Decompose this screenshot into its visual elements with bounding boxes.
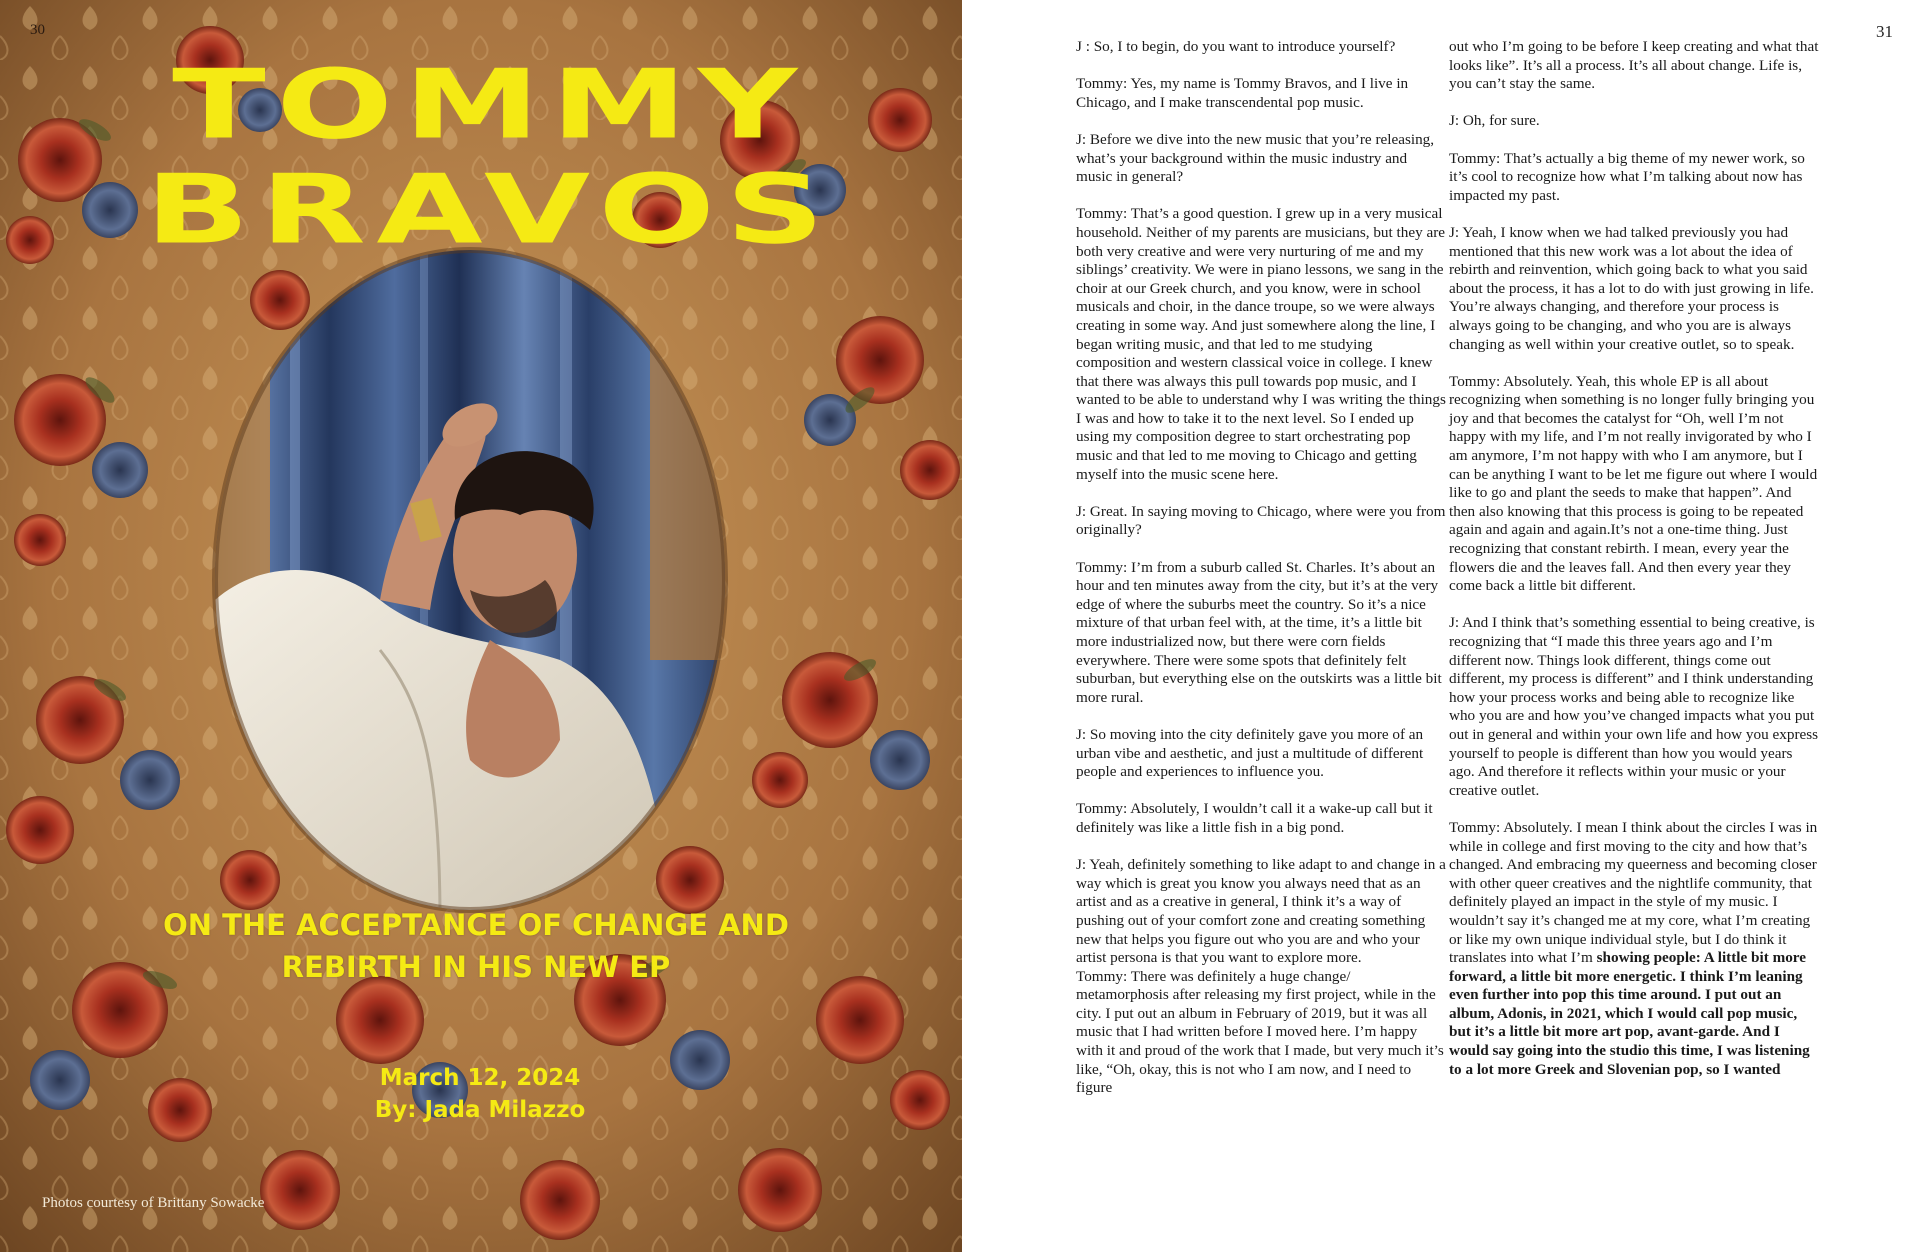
interview-paragraph-final: [1449, 819, 1819, 1079]
interview-paragraph: Tommy: Absolutely. Yeah, this whole EP is all about recognizing when something is no longer fully bringing you joy and that becomes the catalyst for “Oh, well I’m not happy with my life, and I’m not really invigorated by who I am anymore, I’m not happy with who I am anymore, but I can be anything I want to be let me figure out where I would like to go and plant the seeds to make that happen”. And then also knowing that this process is going to be repeated again and again and again.It’s not a one-time thing. Just recognizing that constant rebirth. I mean, every year the flowers die and the leaves fall. And then every year they come back a little bit different.: [1449, 372, 1818, 595]
page-number-right: 31: [1876, 22, 1893, 41]
interview-paragraph: Tommy: There was definitely a huge change/ metamorphosis after releasing my first project, while in the city. I put out an album in February of 2019, but it was all music that I had written before I moved here. I’m happy with it and proud of the work that I made, but very much it’s like, “Oh, okay, this is not who I am now, and I need to figure: [1076, 967, 1444, 1097]
interview-paragraph: J: Before we dive into the new music that you’re releasing, what’s your background within the music industry and music in general?: [1076, 130, 1435, 186]
final-paragraph-bold: showing people: A little bit more forward, a little bit more energetic. I think I’m leaning even further into pop this time around. I put out an album, Adonis, in 2021, which I would call pop music, but it’s a little bit more art pop, avant-garde. And I would say going into the studio this time, I was listening to a lot more Greek and Slovenian pop, so I wanted: [1449, 949, 1810, 1078]
interview-paragraph: J: Great. In saying moving to Chicago, where were you from originally?: [1076, 502, 1446, 539]
article-title: [0, 48, 962, 266]
article-subtitle: ON THE ACCEPTANCE OF CHANGE AND REBIRTH IN HIS NEW EP: [163, 908, 789, 984]
interview-paragraph: Tommy: Absolutely, I wouldn’t call it a wake-up call but it definitely was like a little fish in a big pond.: [1076, 800, 1433, 836]
title-line-last-name: BRAVOS: [144, 153, 836, 266]
interview-paragraph: J: Yeah, definitely something to like adapt to and change in a way which is great you know you always need that as an artist and as a creative in general, I think it’s a way of pushing out of your comfort zone and creating something new that helps you figure out who you are and who your artist persona is that you want to explore more.: [1076, 856, 1446, 967]
dateline: [260, 1062, 700, 1126]
interview-paragraph: J: Oh, for sure.: [1449, 112, 1540, 130]
title-line-first-name: TOMMY: [172, 48, 808, 161]
interview-paragraph: Tommy: I’m from a suburb called St. Charles. It’s about an hour and ten minutes away from the city, but it’s at the very edge of where the suburbs meet the country. So it’s a nice mixture of that urban feel with, at the time, it’s a little bit more industrialized now, but there were corn fields everywhere. There were some spots that definitely felt suburban, but everything else on the outskirts was a little bit more rural.: [1076, 558, 1442, 706]
photo-credit: Photos courtesy of Brittany Sowacke: [42, 1195, 265, 1211]
right-page: [962, 0, 1920, 1252]
interview-paragraph: J : So, I to begin, do you want to introduce yourself?: [1076, 38, 1396, 55]
interview-column-1: [1076, 38, 1446, 1116]
interview-paragraph: out who I’m going to be before I keep creating and what that looks like”. It’s all a process. It’s all about change. Life is, you can’t stay the same.: [1449, 38, 1819, 93]
interview-paragraph: Tommy: Yes, my name is Tommy Bravos, and I live in Chicago, and I make transcendental pop music.: [1076, 75, 1409, 111]
interview-paragraph: J: So moving into the city definitely gave you more of an urban vibe and aesthetic, and just a multitude of different people and experiences to influence you.: [1076, 725, 1424, 781]
byline: By: Jada Milazzo: [374, 1097, 586, 1123]
interview-paragraph: Tommy: That’s a good question. I grew up in a very musical household. Neither of my parents are musicians, but they are both very creative and were very nurturing of me and my siblings’ creativity. We were in piano lessons, we sang in the choir at our Greek church, and you know, were in school musicals and choir, in the dance troupe, so we were always creating in some way. And just somewhere along the line, I began writing music, and that led to me studying composition and western classical voice in college. I knew that there was always this pull towards pop music, and I wanted to be able to understand why I was writing the things I was and how to take it to the next level. So I ended up using my composition degree to start orchestrating pop music and that led to me moving to Chicago and getting myself into the music scene here.: [1076, 205, 1446, 483]
page-number-left: 30: [30, 22, 45, 38]
interview-column-2: [1449, 38, 1819, 1098]
interview-paragraph: J: And I think that’s something essential to being creative, is recognizing that “I made this three years ago and I’m different now. Things look different, things come out different, my process is different” and I think understanding how your process works and being able to recognize like who you are and how you’ve changed impacts what you put out in general and within your own life and how you express yourself to people is different than how you would years ago. And therefore it reflects within your music or your creative outlet.: [1449, 614, 1819, 799]
interview-paragraph: Tommy: That’s actually a big theme of my newer work, so it’s cool to recognize how what I’m talking about now has impacted my past.: [1449, 149, 1805, 204]
final-paragraph-regular: Tommy: Absolutely. I mean I think about the circles I was in while in college and first moving to the city and how that’s changed. And embracing my queerness and becoming closer with other queer creatives and the nightlife community, that definitely played an impact in the style of my music. I wouldn’t say it’s changed me at my core, what I’m creating or like my own unique individual style, but I do think it translates into what I’m: [1449, 818, 1818, 967]
publish-date: March 12, 2024: [379, 1065, 581, 1091]
interview-paragraph: J: Yeah, I know when we had talked previously you had mentioned that this new work was a lot about the idea of rebirth and reinvention, which going back to what you said about the process, it has a lot to do with just growing in life. You’re always changing, and therefore your process is always going to be changing, and who you are is always changing as well within your creative outlet, so to speak.: [1449, 223, 1814, 353]
